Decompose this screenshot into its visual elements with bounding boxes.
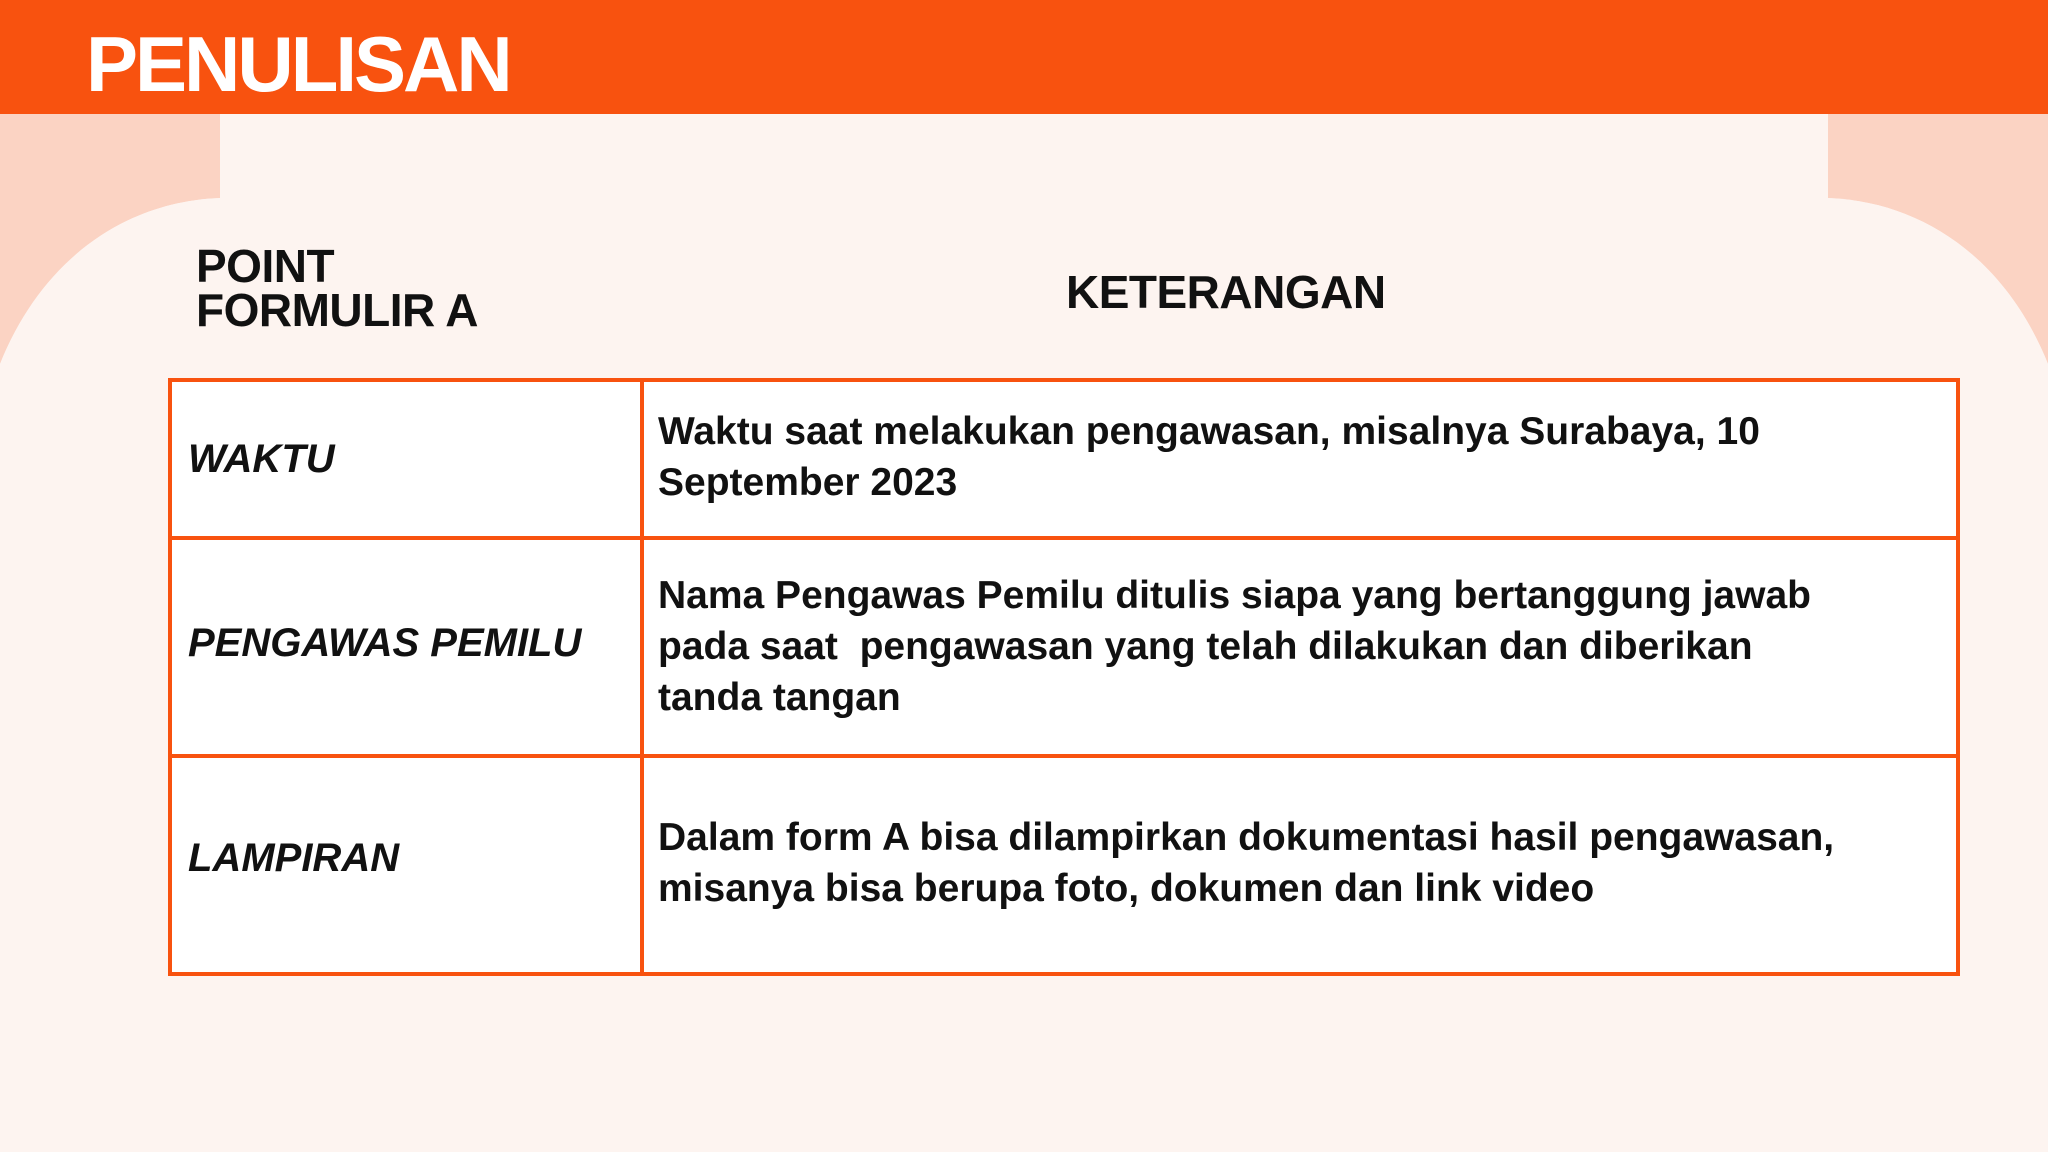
point-cell: LAMPIRAN — [188, 836, 400, 880]
point-cell: WAKTU — [188, 437, 335, 481]
column-divider — [640, 382, 644, 536]
column-header-keterangan: KETERANGAN — [1066, 266, 1386, 318]
info-table — [168, 378, 1960, 976]
column-divider — [640, 540, 644, 754]
description-cell: Nama Pengawas Pemilu ditulis siapa yang bertanggung jawab pada saat pengawasan yang telah dilakukan dan diberikan tanda tangan — [658, 574, 1811, 719]
column-divider — [640, 758, 644, 972]
table-row-lampiran — [172, 758, 1956, 972]
description-cell: Waktu saat melakukan pengawasan, misalnya Surabaya, 10 September 2023 — [658, 410, 1760, 504]
page-title: PENULISAN — [86, 20, 510, 108]
table-row-pengawas-pemilu — [172, 540, 1956, 758]
column-header-point: POINT FORMULIR A — [196, 240, 479, 336]
point-cell: PENGAWAS PEMILU — [188, 621, 582, 665]
table-row-waktu — [172, 382, 1956, 540]
description-cell: Dalam form A bisa dilampirkan dokumentasi hasil pengawasan, misanya bisa berupa foto, dokumen dan link video — [658, 816, 1835, 910]
